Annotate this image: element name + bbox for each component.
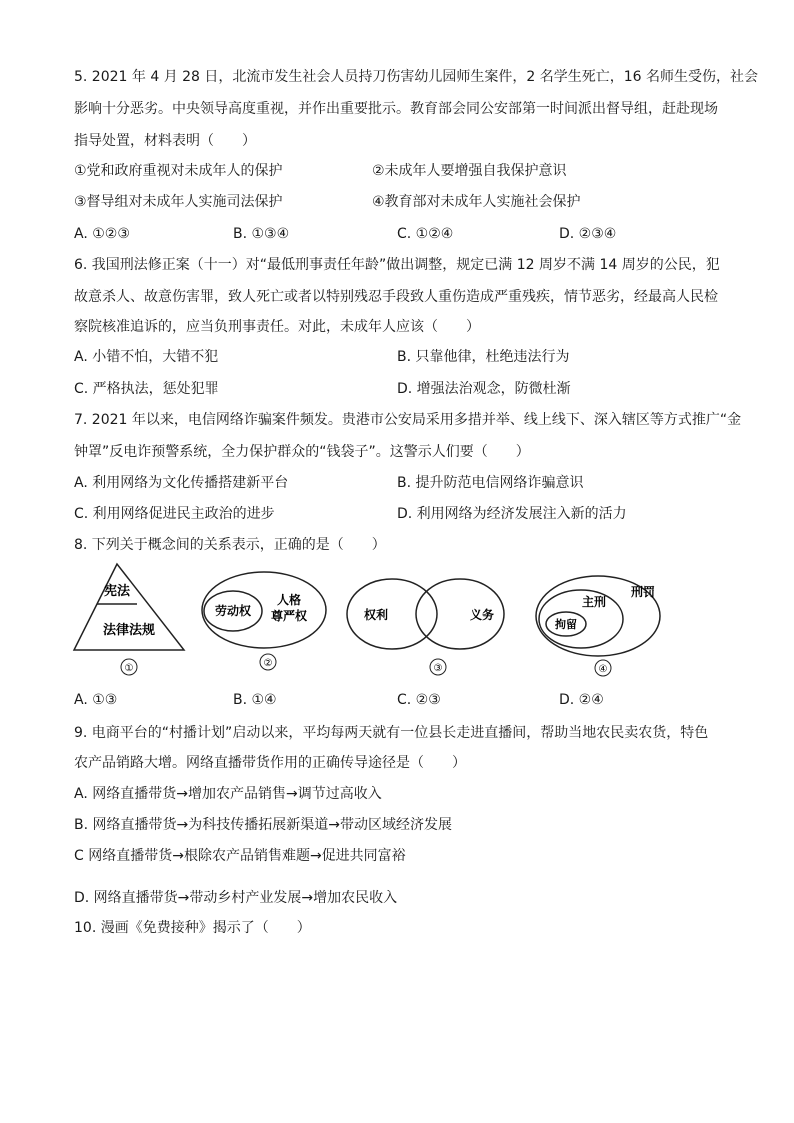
figure-2-ellipses — [202, 572, 326, 670]
q5-option-a: A. ①②③ — [74, 226, 130, 242]
figure-3-right-label: 义务 — [469, 608, 495, 622]
q5-stem-line-2: 影响十分恶劣。中央领导高度重视，并作出重要批示。教育部会同公安部第一时间派出督导组，赶赴现场 — [74, 101, 718, 117]
q7-option-c: C. 利用网络促进民主政治的进步 — [74, 506, 275, 522]
q5-statement-1: ①党和政府重视对未成年人的保护 — [74, 163, 283, 179]
q7-option-b: B. 提升防范电信网络诈骗意识 — [397, 475, 584, 491]
q8-option-d: D. ②④ — [559, 692, 604, 708]
figure-4-inner-label: 拘留 — [555, 618, 577, 631]
figure-4-number: ④ — [598, 664, 608, 675]
q5-option-d: D. ②③④ — [559, 226, 617, 242]
figure-1-number: ① — [124, 663, 134, 674]
figure-2-outer-label-2: 尊严权 — [270, 609, 308, 623]
q9-stem-line-2: 农产品销路大增。网络直播带货作用的正确传导途径是（ ） — [74, 755, 466, 771]
q5-statement-3: ③督导组对未成年人实施司法保护 — [74, 194, 283, 210]
q8-concept-figures — [70, 558, 670, 678]
q6-stem-line-3: 察院核准追诉的，应当负刑事责任。对此，未成年人应该（ ） — [74, 319, 480, 335]
q8-option-a: A. ①③ — [74, 692, 118, 708]
q7-stem-line-2: 钟罩”反电诈预警系统，全力保护群众的“钱袋子”。这警示人们要（ ） — [74, 444, 530, 460]
q5-stem-line-3: 指导处置，材料表明（ ） — [74, 133, 256, 149]
q5-statement-2: ②未成年人要增强自我保护意识 — [372, 163, 567, 179]
q9-option-b: B. 网络直播带货→为科技传播拓展新渠道→带动区域经济发展 — [74, 817, 452, 833]
figure-1-bottom-label: 法律法规 — [102, 623, 156, 638]
q10-stem: 10. 漫画《免费接种》揭示了（ ） — [74, 920, 311, 936]
q5-option-c: C. ①②④ — [397, 226, 454, 242]
q9-option-a: A. 网络直播带货→增加农产品销售→调节过高收入 — [74, 786, 382, 802]
q6-stem-line-2: 故意杀人、故意伤害罪，致人死亡或者以特别残忍手段致人重伤造成严重残疾，情节恶劣，经最高人民检 — [74, 289, 718, 305]
q8-option-c: C. ②③ — [397, 692, 441, 708]
q5-option-b: B. ①③④ — [233, 226, 290, 242]
q7-option-d: D. 利用网络为经济发展注入新的活力 — [397, 506, 627, 522]
q7-option-a: A. 利用网络为文化传播搭建新平台 — [74, 475, 289, 491]
figure-2-number: ② — [263, 658, 273, 669]
q7-stem-line-1: 7. 2021 年以来，电信网络诈骗案件频发。贵港市公安局采用多措并举、线上线下、深入辖区等方式推广“金 — [74, 412, 742, 428]
q8-stem: 8. 下列关于概念间的关系表示，正确的是（ ） — [74, 537, 386, 553]
figure-4-outer-label: 刑罚 — [630, 585, 656, 599]
q6-option-b: B. 只靠他律，杜绝违法行为 — [397, 349, 570, 365]
q8-option-b: B. ①④ — [233, 692, 277, 708]
figure-1-triangle — [74, 564, 184, 675]
q9-option-d: D. 网络直播带货→带动乡村产业发展→增加农民收入 — [74, 890, 398, 906]
figure-3-venn — [347, 579, 504, 675]
q9-option-c: C 网络直播带货→根除农产品销售难题→促进共同富裕 — [74, 848, 406, 864]
q6-option-a: A. 小错不怕，大错不犯 — [74, 349, 219, 365]
q9-stem-line-1: 9. 电商平台的“村播计划”启动以来，平均每两天就有一位县长走进直播间，帮助当地农民卖农货，特色 — [74, 725, 709, 741]
figure-1-top-label: 宪法 — [103, 584, 131, 599]
figure-2-outer-label-1: 人格 — [276, 593, 302, 607]
figure-3-left-label: 权利 — [363, 608, 389, 622]
q6-stem-line-1: 6. 我国刑法修正案（十一）对“最低刑事责任年龄”做出调整，规定已满 12 周岁不满 14 周岁的公民，犯 — [74, 257, 720, 273]
figure-3-number: ③ — [433, 663, 443, 674]
figure-4-middle-label: 主刑 — [581, 595, 607, 609]
q6-option-c: C. 严格执法，惩处犯罪 — [74, 381, 219, 397]
q6-option-d: D. 增强法治观念，防微杜渐 — [397, 381, 571, 397]
figure-4-nested — [536, 576, 660, 676]
q5-statement-4: ④教育部对未成年人实施社会保护 — [372, 194, 581, 210]
q5-stem-line-1: 5. 2021 年 4 月 28 日，北流市发生社会人员持刀伤害幼儿园师生案件，2 名学生死亡，16 名师生受伤，社会 — [74, 69, 759, 85]
figure-2-inner-label: 劳动权 — [214, 604, 252, 618]
